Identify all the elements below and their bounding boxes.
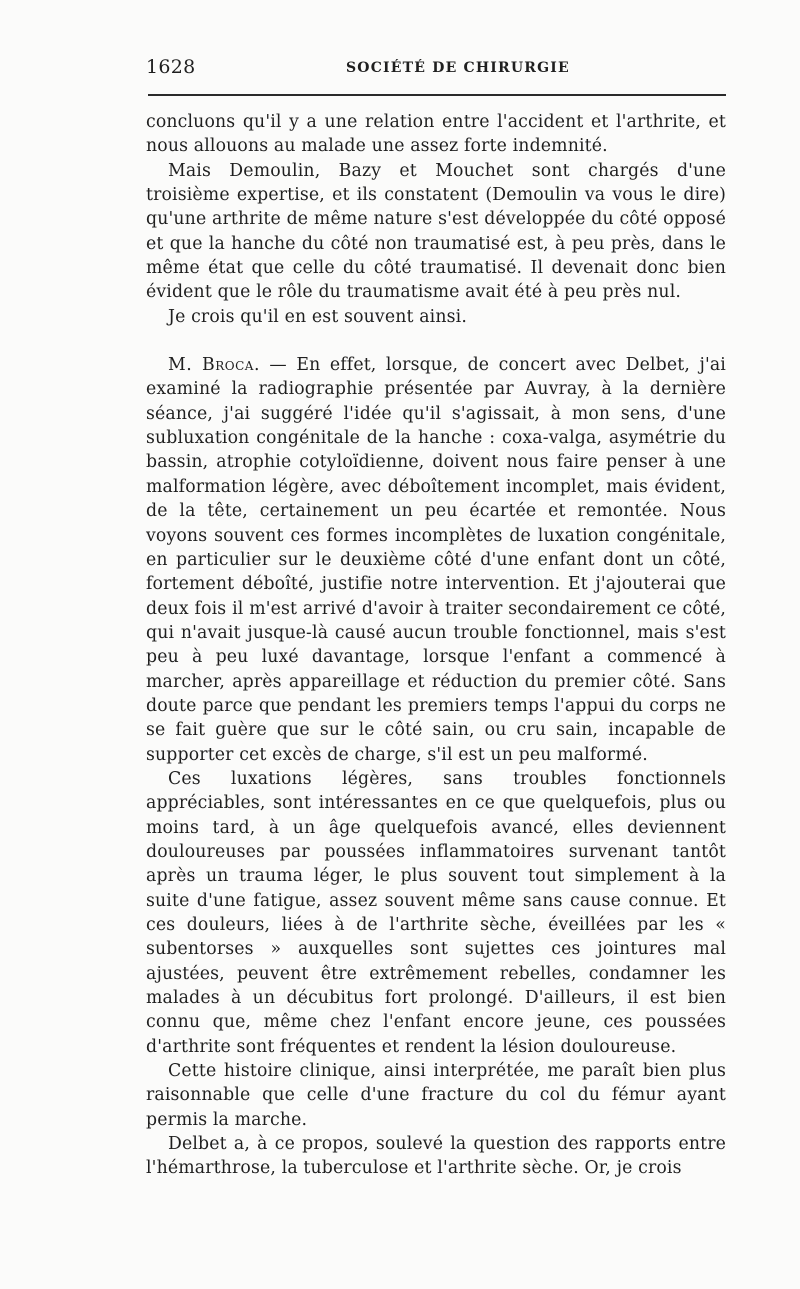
- running-head: SOCIÉTÉ DE CHIRURGIE: [346, 60, 570, 76]
- body-text: [146, 110, 726, 1181]
- header-rule: [148, 94, 726, 96]
- paragraph-expertise: Mais Demoulin, Bazy et Mouchet sont chargés d'une troisième expertise, et ils constatent (Demoulin va vous le dire) qu'une arthrite de même nature s'est développée du côté opposé et que la hanche du côté non traumatisé est, à peu près, dans le même état que celle du côté traumatisé. Il devenait donc bien évident que le rôle du traumatisme avait été à peu près nul.: [146, 160, 726, 303]
- paragraph-clinical-history: Cette histoire clinique, ainsi interprétée, me paraît bien plus raisonnable que celle d'une fracture du col du fémur ayant permis la marche.: [146, 1061, 726, 1130]
- paragraph-delbet: Delbet a, à ce propos, soulevé la question des rapports entre l'hémarthrose, la tuberculose et l'arthrite sèche. Or, je crois: [146, 1134, 726, 1179]
- paragraph-conclusion: Je crois qu'il en est souvent ainsi.: [168, 306, 467, 327]
- speaker-remarks: — En effet, lorsque, de concert avec Delbet, j'ai examiné la radiographie présentée par Auvray, à la dernière séance, j'ai suggéré l'idée qu'il s'agissait, à mon sens, d'une subluxation congénitale de la hanche : coxa-valga, asymétrie du bassin, atrophie cotyloïdienne, doivent nous faire penser à une malformation légère, avec déboîtement incomplet, mais évident, de la tête, certainement un peu écartée et remontée. Nous voyons souvent ces formes incomplètes de luxation congénitale, en particulier sur le deuxième côté d'une enfant dont un côté, fortement déboîté, justifie notre intervention. Et j'ajouterai que deux fois il m'est arrivé d'avoir à traiter secondairement ce côté, qui n'avait jusque-là causé aucun trouble fonctionnel, mais s'est peu à peu luxé davantage, lorsque l'enfant a commencé à marcher, après appareillage et réduction du premier côté. Sans doute parce que pendant les premiers temps l'appui du corps ne se fait guère que sur le côté sain, ou cru sain, incapable de supporter cet excès de charge, s'il est un peu malformé.: [146, 355, 726, 765]
- paragraph-luxations: Ces luxations légères, sans troubles fonctionnels appréciables, sont intéressantes en ce que quelquefois, plus ou moins tard, à un âge quelquefois avancé, elles deviennent douloureuses par poussées inflammatoires survenant tantôt après un trauma léger, le plus souvent tout simplement à la suite d'une fatigue, assez souvent même sans cause connue. Et ces douleurs, liées à de l'arthrite sèche, éveillées par les « subentorses » auxquelles sont sujettes ces jointures mal ajustées, peuvent être extrêmement rebelles, condamner les malades à un décubitus fort prolongé. D'ailleurs, il est bien connu que, même chez l'enfant encore jeune, ces poussées d'arthrite sont fréquentes et rendent la lésion douloureuse.: [146, 768, 726, 1057]
- paragraph-continuation: concluons qu'il y a une relation entre l'accident et l'arthrite, et nous allouons au malade une assez forte indemnité.: [146, 112, 726, 157]
- paragraph-broca: [146, 353, 726, 767]
- page-header: [146, 54, 726, 82]
- paragraph-gap: [146, 329, 726, 353]
- page-number: 1628: [146, 56, 196, 78]
- speaker-name: M. Broca.: [168, 355, 260, 376]
